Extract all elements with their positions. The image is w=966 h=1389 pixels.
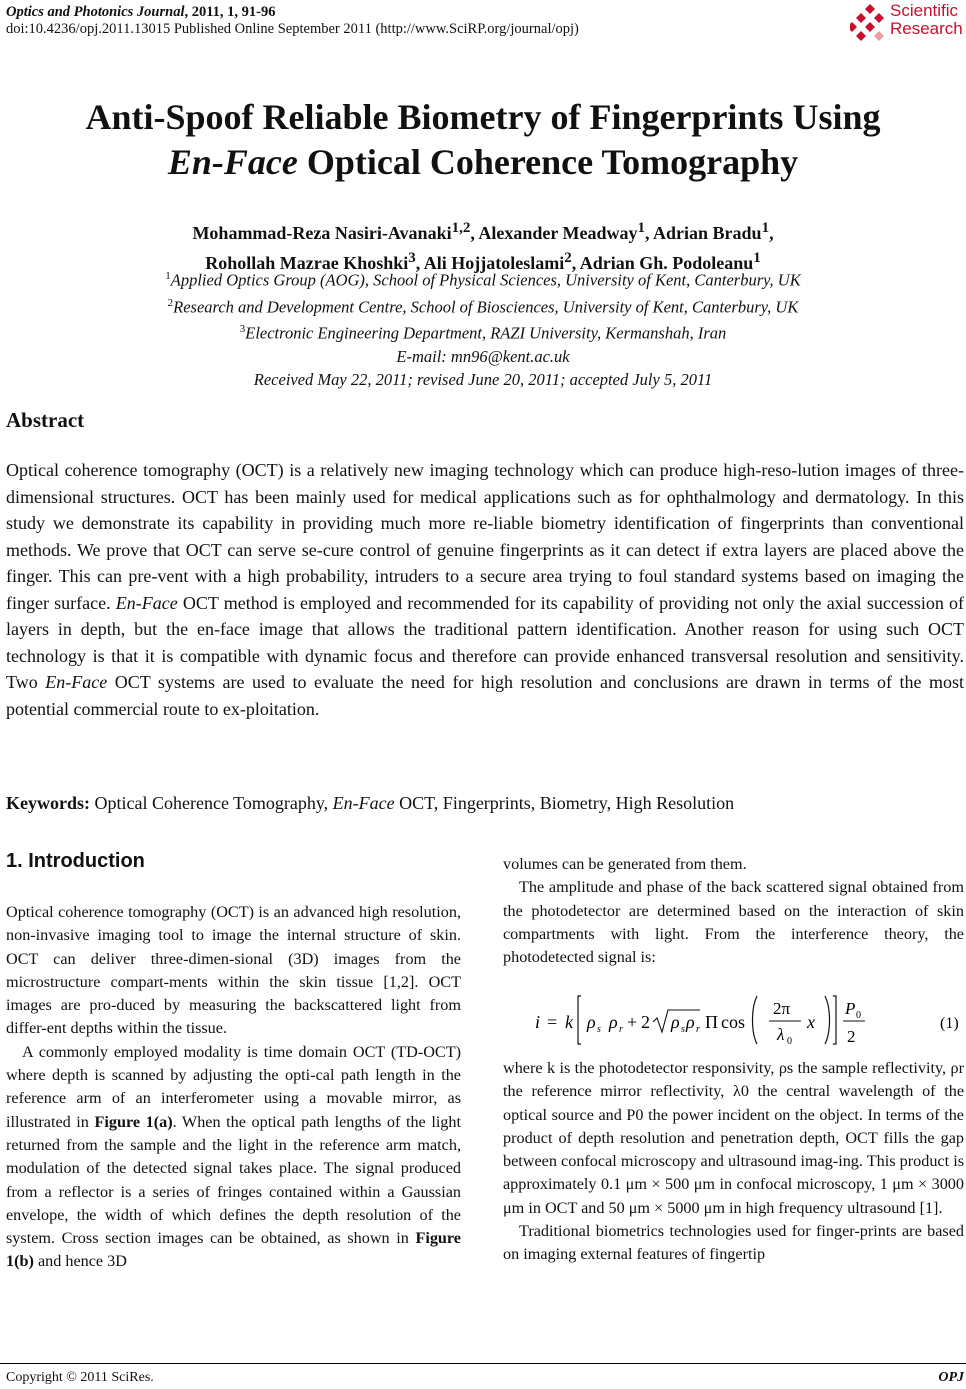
logo-mark-icon [850, 2, 890, 42]
volume-info: , 2011, 1, 91-96 [184, 4, 276, 20]
right-paragraph-3: Traditional biometrics technologies used for finger-prints are based on imaging external features of fingertip [503, 1222, 964, 1264]
affiliation-1: $^1$Applied Optics Group (AOG), School of Physical Sciences, University of Kent, Canterbury, UK [165, 270, 801, 290]
keywords: Keywords: Optical Coherence Tomography, En-Face OCT, Fingerprints, Biometry, High Resolution [6, 793, 735, 813]
right-paragraph-2: where k is the photodetector responsivity, ρs the sample reflectivity, ρr the reference mirror reflectivity, λ0 the central wavelength of the optical source and P0 the power incident on the object. In terms of the product of depth resolution and penetration depth, OCT fills the gap between confocal microscopy and ultrasound imag-ing. This product is approximately 0.1 μm × 500 μm in confocal microscopy, 1 μm × 3000 μm in OCT and 50 μm × 5000 μm in high frequency ultrasound [1]. [503, 1059, 964, 1217]
abstract-body: Optical coherence tomography (OCT) is a relatively new imaging technology which can produce high-reso-lution images of three-dimensional structures. OCT has been mainly used for medical applications such as for ophthalmology and dermatology. In this study we demonstrate its capability in providing much more re-liable biometry identification of fingerprints than conventional methods. We prove that OCT can serve se-cure control of genuine fingerprints as it can detect if extra layers are placed above the finger. This can pre-vent with a high probability, intruders to a secure area trying to foul standard systems based on imaging the finger surface. En-Face OCT method is employed and recommended for its capability of providing not only the axial succession of layers in depth, but the en-face image that allows the traditional pattern identification. Another reason for using such OCT technology is that it is compatible with dynamic focus and therefore can provide enhanced transversal resolution and sensitivity. Two En-Face OCT systems are used to evaluate the need for high resolution and conclusions are drawn in terms of the most potential commercial route to ex-ploitation. [6, 460, 964, 719]
equation-1 [525, 988, 965, 1050]
paper-title [0, 95, 966, 185]
journal-name: Optics and Photonics Journal [6, 4, 185, 20]
svg-text:ρ: ρ [686, 1012, 695, 1032]
intro-paragraph-1: Optical coherence tomography (OCT) is an advanced high resolution, non-invasive imaging tool to image the internal structure of skin. OCT can deliver three-dimen-sional (3D) images from the microstructure compart-ments within the skin tissue [1,2]. OCT images are pro-duced by measuring the backscattered light from differ-ent depths within the tissue. [6, 903, 461, 1038]
svg-text:0: 0 [856, 1010, 861, 1021]
svg-text:P: P [845, 999, 856, 1018]
affiliations [0, 265, 966, 391]
footer-rule [0, 1363, 966, 1364]
svg-text:x: x [807, 1012, 815, 1032]
email: E-mail: mn96@kent.ac.uk [396, 346, 570, 366]
logo-text: Scientific Research [890, 1, 963, 38]
figure-1b-ref[interactable]: Figure 1(b) [6, 1229, 461, 1271]
journal-header [6, 4, 579, 38]
svg-text:s: s [681, 1024, 685, 1035]
title-line-1: Anti-Spoof Reliable Biometry of Fingerprints Using [85, 97, 881, 137]
svg-text:r: r [696, 1024, 700, 1035]
journal-abbr: OPJ [938, 1370, 964, 1385]
svg-text:=: = [547, 1012, 558, 1032]
svg-text:2: 2 [847, 1027, 856, 1046]
intro-heading: 1. Introduction [6, 850, 145, 872]
right-paragraph-0: volumes can be generated from them. [503, 855, 747, 873]
scirp-logo [850, 2, 966, 44]
svg-text:2: 2 [641, 1012, 650, 1032]
svg-text:cos: cos [721, 1012, 745, 1032]
svg-text:ρ: ρ [587, 1012, 596, 1032]
svg-text:0: 0 [787, 1036, 792, 1047]
intro-left-column [6, 901, 461, 1274]
svg-text:λ: λ [777, 1025, 785, 1044]
svg-text:ρ: ρ [609, 1012, 618, 1032]
svg-text:i: i [535, 1012, 541, 1032]
intro-paragraph-2: A commonly employed modality is time domain OCT (TD-OCT) where depth is scanned by adjusting the opti-cal path length in the reference arm of an interferometer using a movable mirror, as illustrated in Figure 1(a). When the optical path lengths of the light returned from the sample and the light in the reference arm match, modulation of the detected signal takes place. The signal produced from a reflector is a series of fringes contained within a Gaussian envelope, the width of which defines the depth resolution of the system. Cross section images can be obtained, as shown in Figure 1(b) and hence 3D [6, 1042, 461, 1271]
affiliation-3: $^3$Electronic Engineering Department, RAZI University, Kermanshah, Iran [239, 323, 727, 343]
svg-text:ρ: ρ [671, 1012, 680, 1032]
doi-line: doi:10.4236/opj.2011.13015 Published Online September 2011 (http://www.SciRP.org/journal/opj) [6, 21, 579, 37]
svg-text:+: + [627, 1012, 638, 1032]
intro-right-column-cont [503, 1057, 964, 1267]
page-footer [6, 1370, 964, 1386]
abstract-heading: Abstract [6, 408, 85, 432]
svg-text:Π: Π [705, 1012, 718, 1032]
svg-text:s: s [597, 1024, 601, 1035]
right-paragraph-1: The amplitude and phase of the back scattered signal obtained from the photodetector are determined based on the interaction of skin compartments with light. From the interference theory, the photodetected signal is: [503, 878, 964, 967]
svg-text:k: k [565, 1012, 573, 1032]
copyright: Copyright © 2011 SciRes. [6, 1370, 154, 1385]
received-dates: Received May 22, 2011; revised June 20, 2011; accepted July 5, 2011 [253, 369, 713, 389]
author-line-2: Rohollah Mazrae Khoshki$^3$, Ali Hojjatoleslami$^2$, Adrian Gh. Podoleanu$^1$ [205, 250, 761, 273]
author-line-1: Mohammad-Reza Nasiri-Avanaki$^{1,2}$, Alexander Meadway$^1$, Adrian Bradu$^1$, [192, 220, 774, 243]
svg-text:2π: 2π [773, 999, 791, 1018]
affiliation-2: $^2$Research and Development Centre, School of Biosciences, University of Kent, Canterbury, UK [167, 296, 799, 316]
title-line-2: En-Face Optical Coherence Tomography [167, 142, 799, 182]
intro-right-column [503, 853, 964, 969]
figure-1a-ref[interactable]: Figure 1(a) [94, 1112, 173, 1131]
svg-text:r: r [619, 1024, 623, 1035]
equation-number: (1) [940, 1015, 959, 1032]
